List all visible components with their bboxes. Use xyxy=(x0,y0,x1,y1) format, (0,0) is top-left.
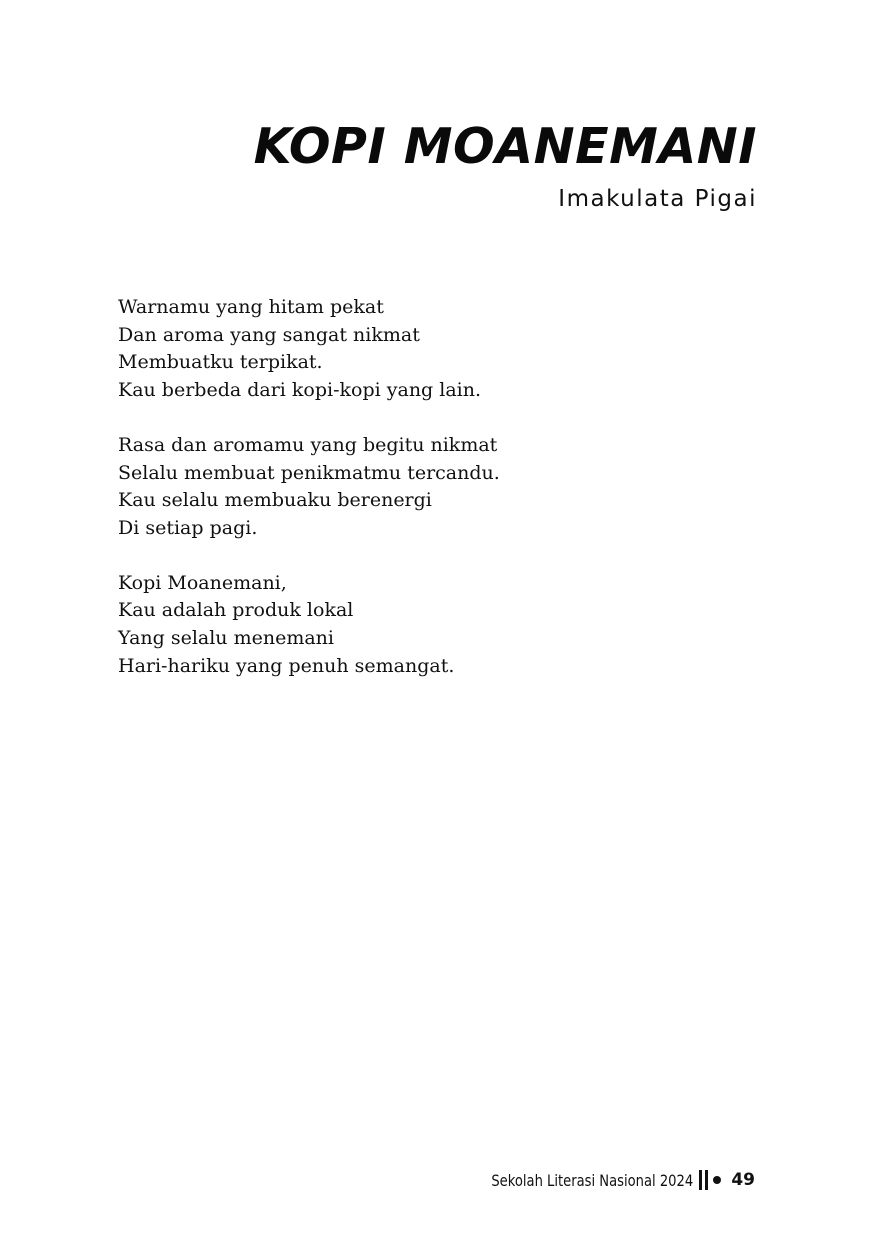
stanza xyxy=(118,294,500,405)
poem-line: Selalu membuat penikmatmu tercandu. xyxy=(118,461,500,484)
poem-body xyxy=(118,294,500,707)
poem-line: Kau berbeda dari kopi-kopi yang lain. xyxy=(118,379,482,402)
poem-title: KOPI MOANEMANI xyxy=(253,118,757,175)
stanza xyxy=(118,570,500,681)
poem-line: Membuatku terpikat. xyxy=(118,351,323,374)
page-footer xyxy=(447,1170,755,1190)
author-name: Imakulata Pigai xyxy=(558,186,757,212)
publication-title: Sekolah Literasi Nasional 2024 xyxy=(491,1170,694,1190)
poem-line: Rasa dan aromamu yang begitu nikmat xyxy=(118,433,498,456)
poem-line: Warnamu yang hitam pekat xyxy=(118,296,384,318)
poem-line: Hari-hariku yang penuh semangat. xyxy=(118,654,455,677)
page-number: 49 xyxy=(731,1170,755,1190)
poem-line: Kau selalu membuaku berenergi xyxy=(118,489,432,512)
poem-line: Yang selalu menemani xyxy=(118,627,334,650)
poem-line: Dan aroma yang sangat nikmat xyxy=(118,323,420,346)
separator-icon xyxy=(699,1170,721,1190)
poem-line: Kopi Moanemani, xyxy=(118,571,287,594)
poem-line: Di setiap pagi. xyxy=(118,516,258,539)
poem-line: Kau adalah produk lokal xyxy=(118,599,354,622)
stanza xyxy=(118,432,500,543)
